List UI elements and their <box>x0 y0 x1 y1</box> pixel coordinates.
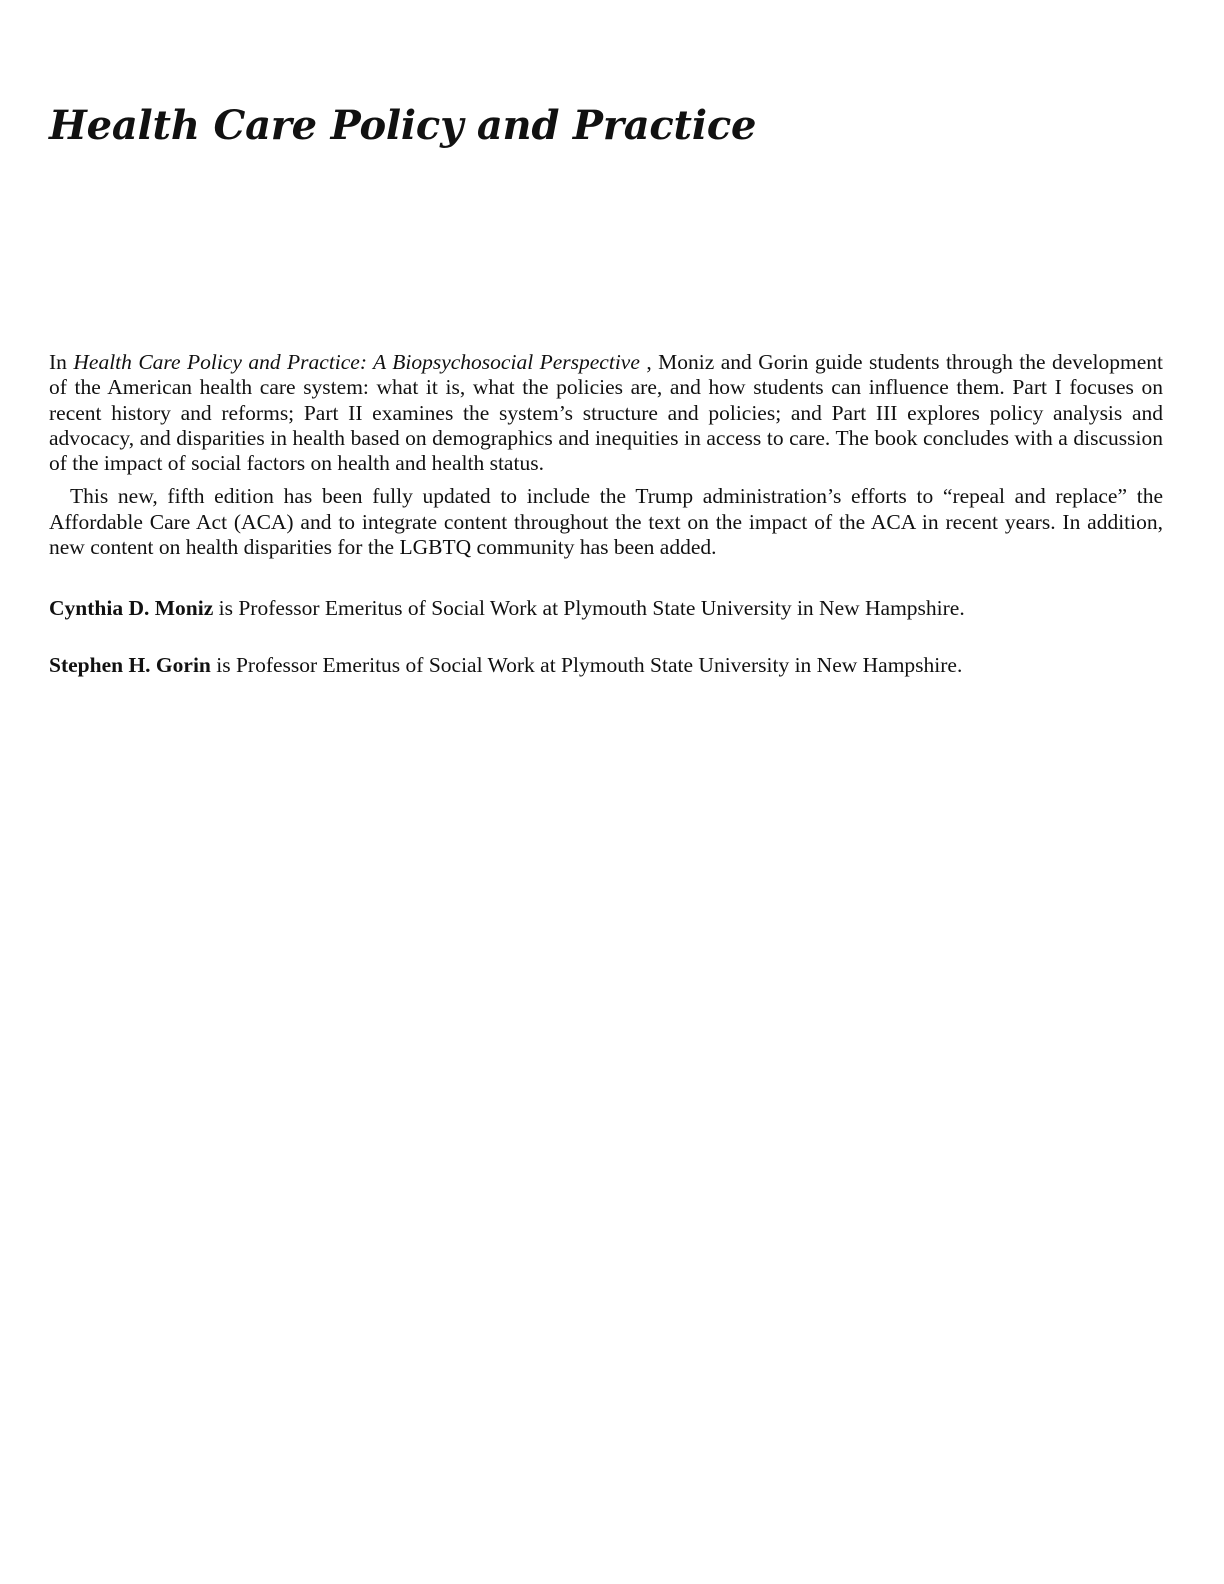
author-bio-gorin <box>49 653 962 678</box>
book-description <box>49 350 1163 560</box>
author-bio-text: is Professor Emeritus of Social Work at Plymouth State University in New Hampshire. <box>216 653 963 677</box>
description-paragraph-1 <box>49 350 1163 476</box>
paragraph-1-text: , Moniz and Gorin guide students through the development of the American health care system: what it is, what the policies are, and how students can influence them. Part I focuses on recent history and reforms; Part II examines the system’s structure and policies; and Part III explores policy analysis and advocacy, and disparities in health based on demographics and inequities in access to care. The book concludes with a discussion of the impact of social factors on health and health status. <box>49 350 1164 476</box>
page-title: Health Care Policy and Practice <box>49 102 757 149</box>
author-name: Stephen H. Gorin <box>49 653 211 677</box>
intro-word: In <box>49 350 67 374</box>
description-paragraph-2: This new, fifth edition has been fully updated to include the Trump administration’s efforts to “repeal and replace” the Affordable Care Act (ACA) and to integrate content throughout the text on the impact of the ACA in recent years. In addition, new content on health disparities for the LGBTQ community has been added. <box>49 484 1163 560</box>
book-title-reference: Health Care Policy and Practice: A Biopsychosocial Perspective <box>73 350 640 374</box>
author-bio-moniz <box>49 596 965 621</box>
author-name: Cynthia D. Moniz <box>49 596 214 620</box>
author-bio-text: is Professor Emeritus of Social Work at Plymouth State University in New Hampshire. <box>218 596 965 620</box>
